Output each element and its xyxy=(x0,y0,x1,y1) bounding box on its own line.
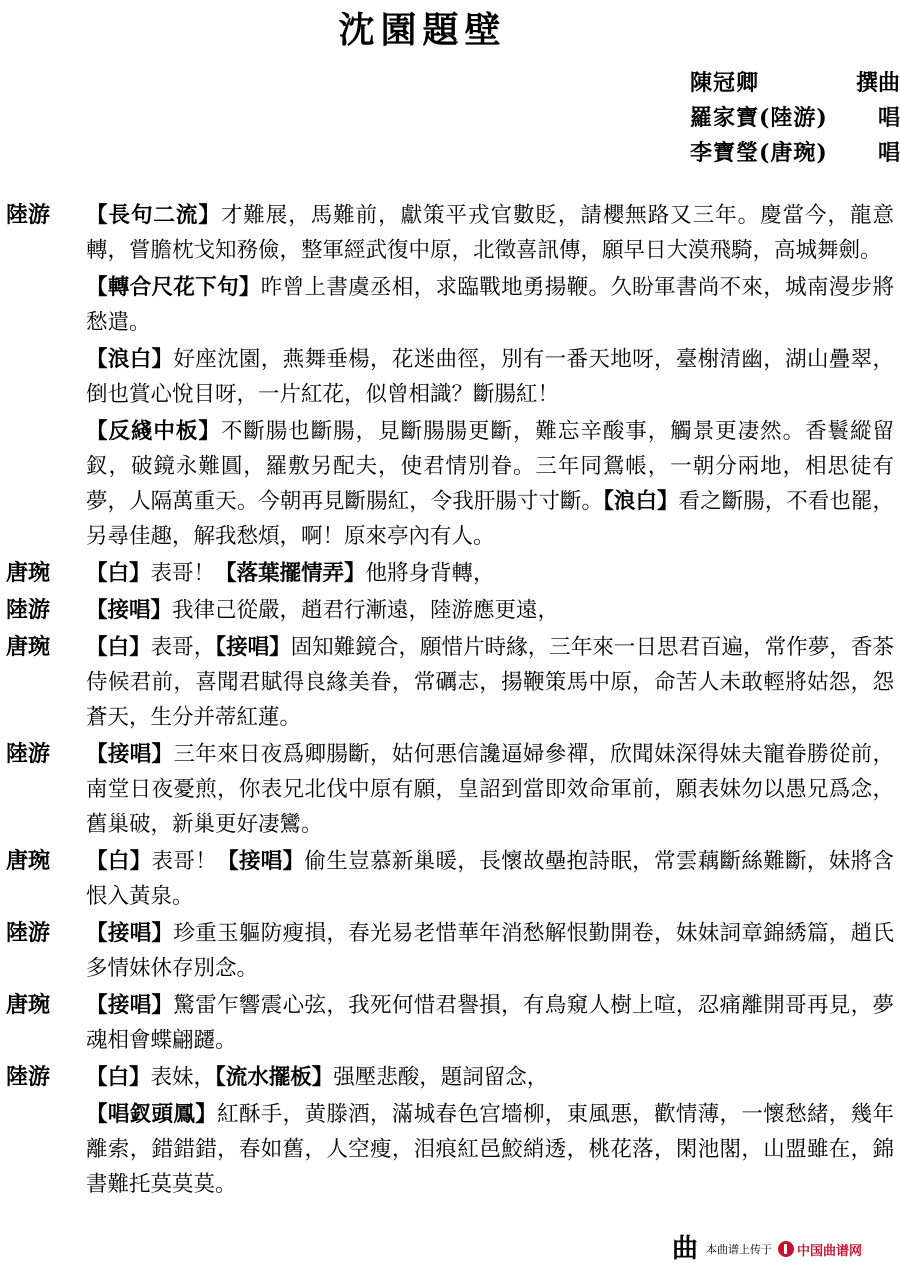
lyric-text: 表哥， xyxy=(150,635,216,660)
credit-name: 李寶瑩(唐琬) xyxy=(690,140,828,166)
site-logo[interactable] xyxy=(778,1240,862,1259)
lyric-block xyxy=(6,630,894,737)
lyric-paragraph xyxy=(86,1097,894,1202)
lyric-block xyxy=(6,198,894,556)
credits xyxy=(690,66,900,171)
tune-tag: 【接唱】 xyxy=(215,635,291,660)
lyric-paragraphs xyxy=(86,630,894,737)
tune-tag: 【浪白】 xyxy=(86,347,174,372)
lyric-block xyxy=(6,988,894,1060)
lyric-paragraph xyxy=(86,270,894,340)
lyric-paragraph xyxy=(86,342,894,412)
lyric-text: 强壓悲酸，題詞留念， xyxy=(333,1065,549,1090)
tune-tag: 【長句二流】 xyxy=(86,203,221,228)
tune-tag: 【反綫中板】 xyxy=(86,419,221,444)
credit-role: 唱 xyxy=(877,105,900,131)
lyric-paragraph xyxy=(86,593,894,628)
lyric-block xyxy=(6,844,894,916)
lyric-paragraphs xyxy=(86,1060,894,1204)
footer xyxy=(672,1236,862,1262)
lyric-block xyxy=(6,737,894,844)
lyric-text: 偷生豈慕新巢暖，長懷故壘抱詩眠，常雲藕斷絲難斷，妹將含恨入黃泉。 xyxy=(86,849,894,909)
lyric-text: 才難展，馬難前，獻策平戎官數貶，請櫻無路又三年。慶當今，龍意轉，嘗膽枕戈知務儉，整軍經武復中原，北徵喜訊傳，願早日大漠飛騎，高城舞劍。 xyxy=(86,203,894,263)
footer-note: 本曲谱上传于 xyxy=(706,1243,773,1256)
credit-row xyxy=(690,66,900,101)
speaker-name: 陸游 xyxy=(6,741,51,767)
lyric-paragraph xyxy=(86,988,894,1058)
lyric-paragraphs xyxy=(86,556,894,593)
speaker-name: 唐琬 xyxy=(6,560,51,586)
lyric-block xyxy=(6,916,894,988)
lyric-text: 看之斷腸，不看也罷，另尋佳趣，解我愁煩，啊！原來亭內有人。 xyxy=(86,489,894,549)
tune-tag: 【白】 xyxy=(86,849,152,874)
credit-role: 撰曲 xyxy=(855,70,900,96)
lyric-paragraphs xyxy=(86,988,894,1060)
lyric-block xyxy=(6,556,894,593)
lyric-paragraphs xyxy=(86,737,894,844)
tune-tag: 【白】 xyxy=(86,635,151,660)
lyric-paragraphs xyxy=(86,844,894,916)
lyric-paragraph xyxy=(86,737,894,842)
speaker-name: 陸游 xyxy=(6,597,51,623)
lyric-text: 他將身背轉， xyxy=(365,561,495,586)
lyric-text: 驚雷乍響震心弦，我死何惜君譽損，有鳥窺人樹上喧，忍痛離開哥再見，夢魂相會蝶翩躚。 xyxy=(86,993,894,1053)
music-note-icon xyxy=(778,1241,794,1257)
credit-row xyxy=(690,136,900,171)
speaker-name: 唐琬 xyxy=(6,992,51,1018)
site-name: 中国曲谱网 xyxy=(797,1243,863,1259)
lyric-text: 固知難鏡合，願惜片時緣，三年來一日思君百遍，常作夢，香茶侍候君前，喜聞君賦得良緣美眷，常礪志，揚鞭策馬中原，命苦人未敢輕將姑怨，怨蒼天，生分并蒂紅蓮。 xyxy=(86,635,894,730)
credit-name: 陳冠卿 xyxy=(690,70,760,96)
lyric-block xyxy=(6,1060,894,1204)
lyric-block xyxy=(6,593,894,630)
tune-tag: 【白】 xyxy=(86,1065,151,1090)
lyric-paragraphs xyxy=(86,916,894,988)
tune-tag: 【落葉擺情弄】 xyxy=(215,561,366,586)
tune-tag: 【白】 xyxy=(86,561,151,586)
lyric-paragraphs xyxy=(86,593,894,630)
speaker-name: 唐琬 xyxy=(6,634,51,660)
lyric-paragraph xyxy=(86,198,894,268)
lyrics-body xyxy=(6,198,894,1204)
footer-glyph: 曲 xyxy=(672,1234,699,1264)
lyric-paragraph xyxy=(86,630,894,735)
lyric-text: 好座沈園，燕舞垂楊，花迷曲徑，別有一番天地呀，臺榭清幽，湖山疊翠，倒也賞心悅目呀，一片紅花，似曾相識？斷腸紅！ xyxy=(86,347,894,407)
credit-role: 唱 xyxy=(877,140,900,166)
tune-tag: 【接唱】 xyxy=(86,921,174,946)
tune-tag: 【接唱】 xyxy=(86,742,174,767)
lyric-paragraph xyxy=(86,844,894,914)
tune-tag: 【唱釵頭鳳】 xyxy=(86,1102,218,1127)
lyric-paragraphs xyxy=(86,198,894,556)
lyric-paragraph xyxy=(86,556,894,591)
speaker-name: 陸游 xyxy=(6,920,51,946)
lyric-paragraph xyxy=(86,1060,894,1095)
tune-tag: 【接唱】 xyxy=(86,993,174,1018)
credit-name: 羅家寶(陸游) xyxy=(690,105,828,131)
speaker-name: 陸游 xyxy=(6,1064,51,1090)
tune-tag: 【浪白】 xyxy=(603,489,679,514)
lyric-text: 三年來日夜爲卿腸斷，姑何悪信讒逼婦參禪，欣聞妹深得妹夫寵眷勝從前，南堂日夜憂煎，你表兄北伐中原有願，皇詔到當即效命軍前，願表妹勿以愚兄爲念，舊巢破，新巢更好凄鸞。 xyxy=(86,742,894,837)
lyric-text: 昨曾上書虞丞相，求臨戰地勇揚鞭。久盼軍書尚不來，城南漫步將愁遣。 xyxy=(86,275,894,335)
lyric-text: 紅酥手，黄滕酒，滿城春色宫墻柳，東風悪，歡情薄，一懷愁緒，幾年離索，錯錯錯，春如舊，人空瘦，泪痕紅邑鮫綃透，桃花落，閑池閣，山盟雖在，錦書難托莫莫莫。 xyxy=(86,1102,894,1197)
speaker-name: 唐琬 xyxy=(6,848,51,874)
lyric-paragraph xyxy=(86,916,894,986)
tune-tag: 【轉合尺花下句】 xyxy=(86,275,261,300)
tune-tag: 【接唱】 xyxy=(217,849,305,874)
lyric-text: 珍重玉軀防瘦損，春光易老惜華年消愁解恨勤開卷，妹妹詞章錦綉篇，趙氏多情妹休存別念。 xyxy=(86,921,894,981)
tune-tag: 【接唱】 xyxy=(86,598,173,623)
speaker-name: 陸游 xyxy=(6,202,51,228)
credit-row xyxy=(690,101,900,136)
tune-tag: 【流水擺板】 xyxy=(215,1065,334,1090)
page-title: 沈園題壁 xyxy=(338,9,507,51)
lyric-text: 不斷腸也斷腸，見斷腸腸更斷，難忘辛酸事，觸景更凄然。香鬟縱留釵，破鏡永難圓，羅敷另配夫，使君情別眷。三年同鴛帳，一朝分兩地，相思徒有夢，人隔萬重天。今朝再見斷腸紅，令我肝腸寸寸斷。 xyxy=(86,419,894,514)
lyric-text: 表哥！ xyxy=(151,849,218,874)
lyric-text: 表妹， xyxy=(150,1065,216,1090)
lyric-text: 表哥！ xyxy=(150,561,216,586)
lyric-paragraph xyxy=(86,414,894,554)
lyric-text: 我律己從嚴，趙君行漸遠，陸游應更遠， xyxy=(172,598,560,623)
